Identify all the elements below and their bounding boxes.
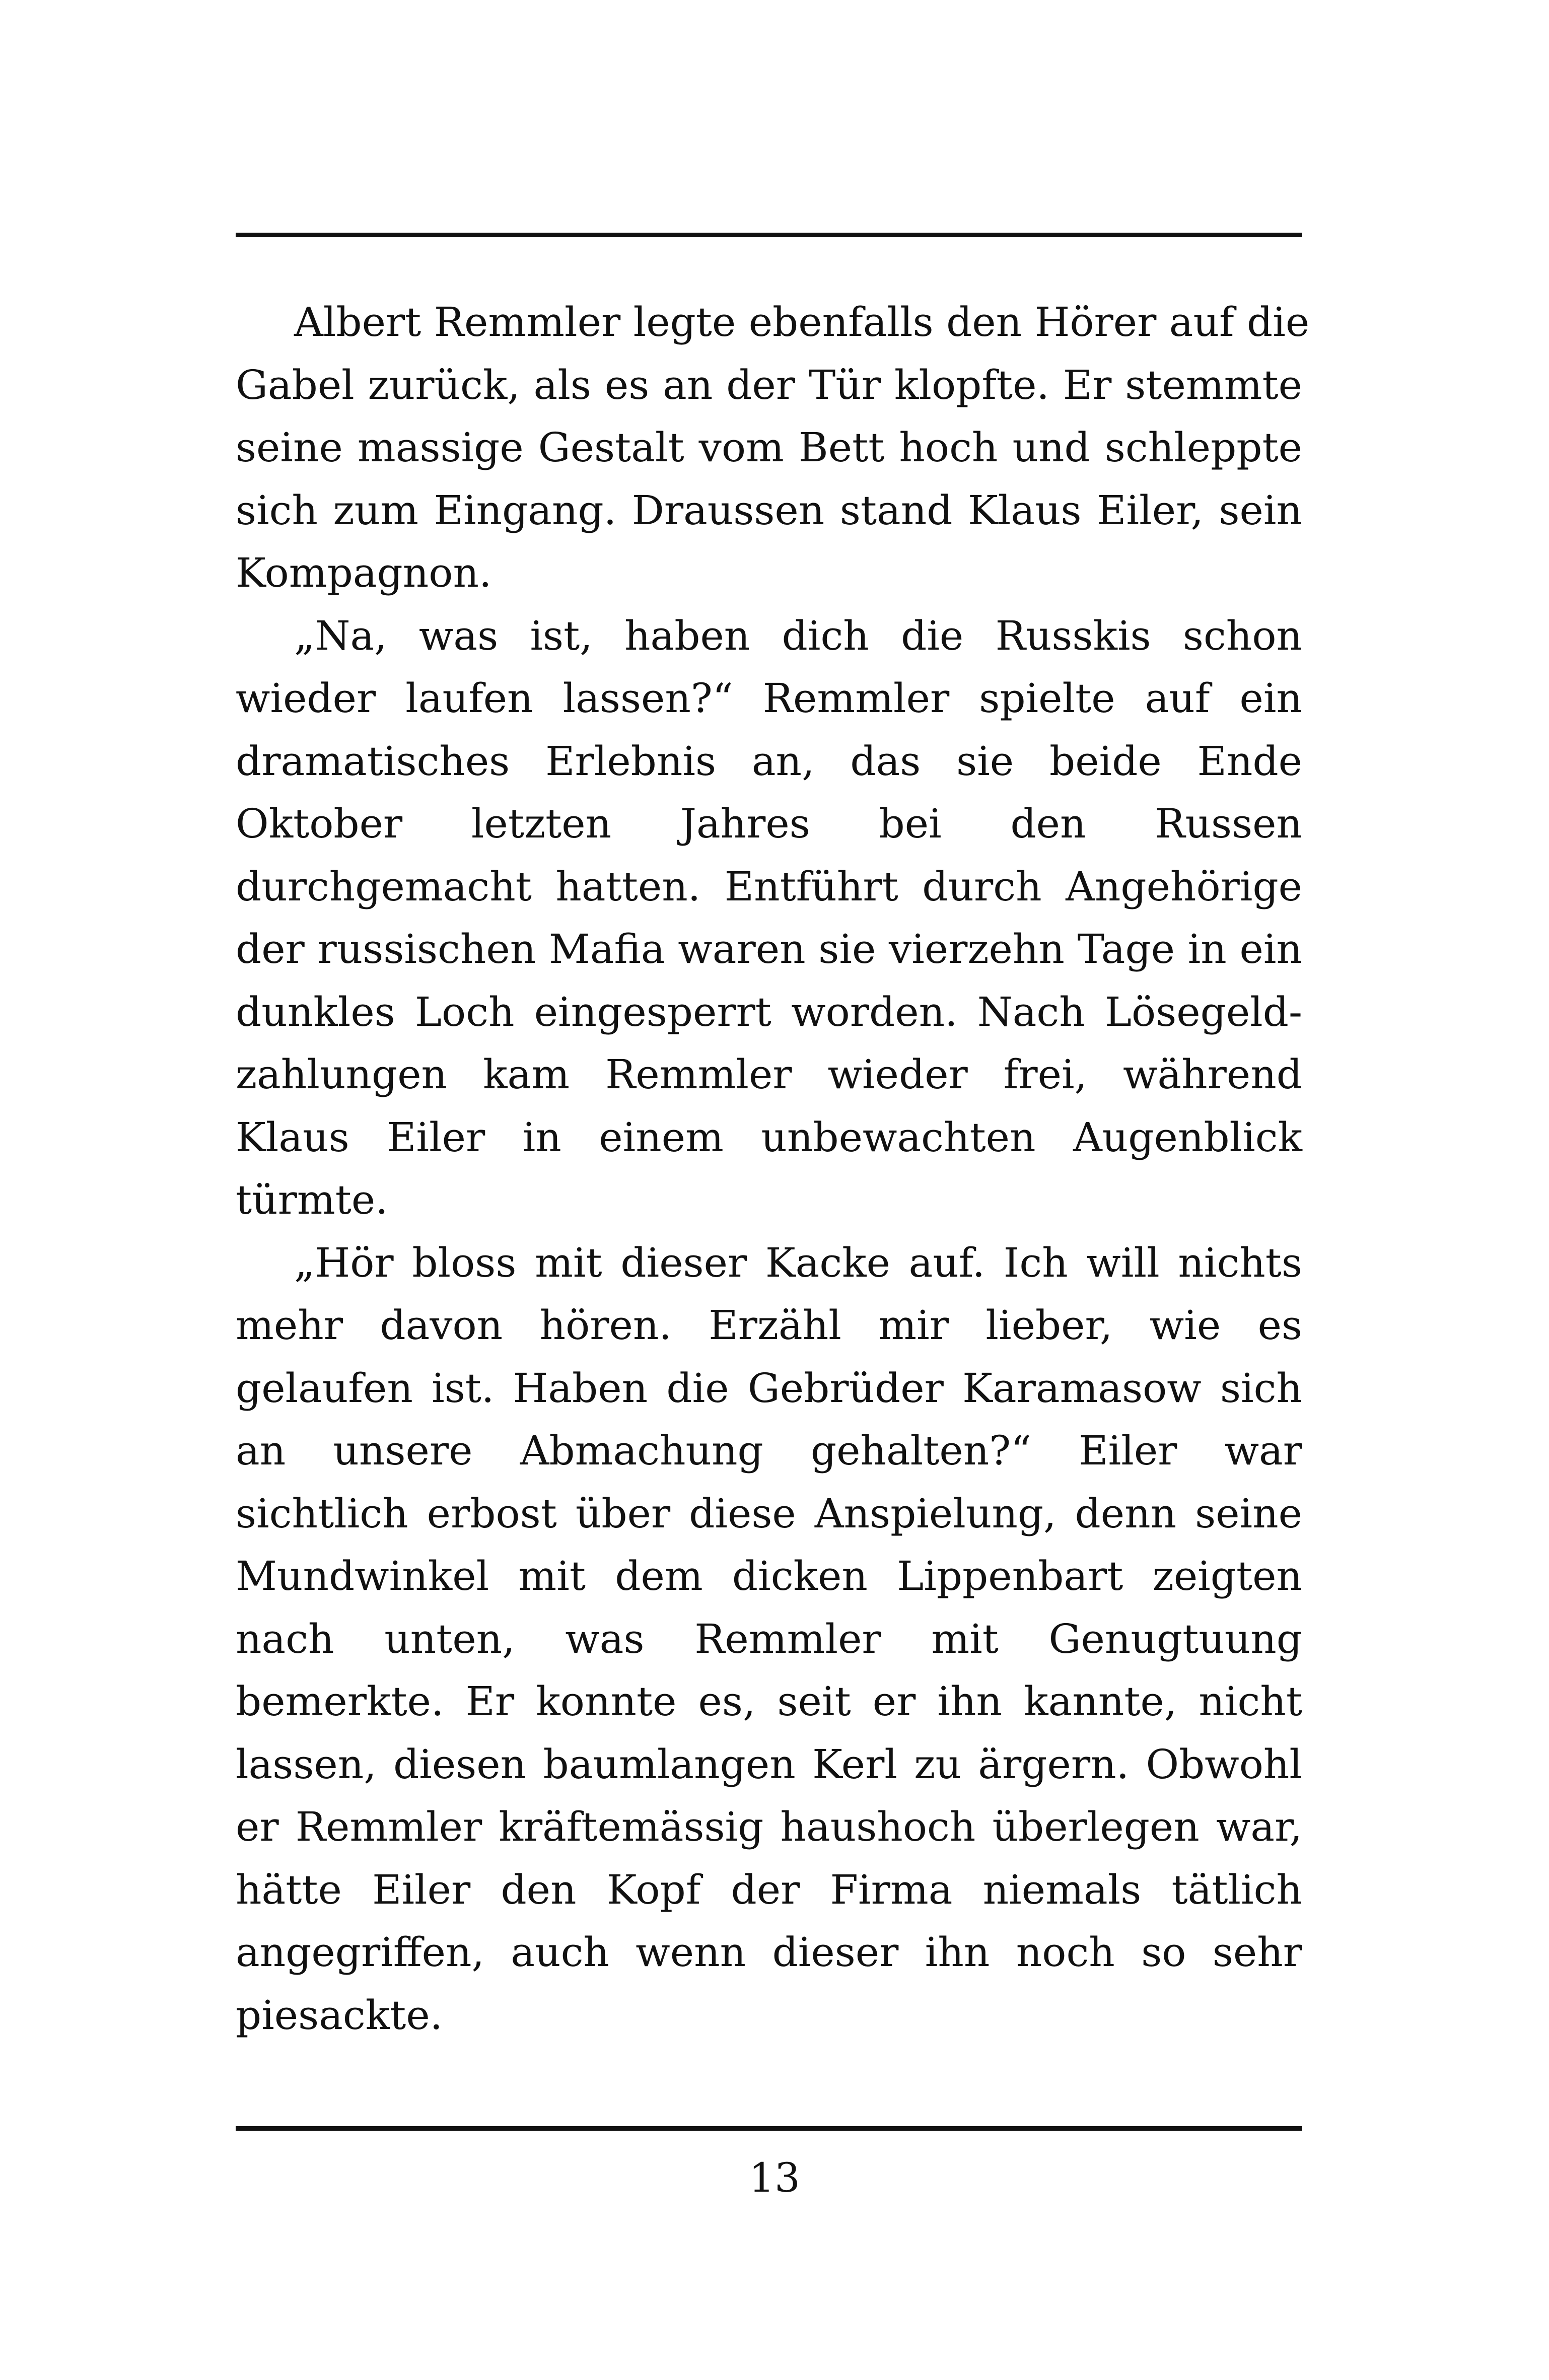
text-line: „Hör bloss mit dieser Kacke auf. Ich will nichts (294, 1239, 1302, 1286)
text-line: gelaufen ist. Haben die Gebrüder Karamasow sich (236, 1364, 1302, 1412)
text-line: der russischen Mafia waren sie vierzehn Tage in ein (236, 926, 1302, 972)
text-line: Kompagnon. (236, 549, 492, 596)
text-line: zahlungen kam Remmler wieder frei, während (236, 1051, 1302, 1098)
text-line: Mundwinkel mit dem dicken Lippenbart zeigten (236, 1553, 1302, 1599)
text-line: türmte. (236, 1176, 388, 1223)
text-line: sich zum Eingang. Draussen stand Klaus Eiler, sein (236, 486, 1302, 534)
text-line: nach unten, was Remmler mit Genugtuung (236, 1615, 1302, 1662)
text-line: wieder laufen lassen?“ Remmler spielte auf ein (236, 675, 1302, 722)
footer-rule (236, 2126, 1302, 2131)
text-line: „Na, was ist, haben dich die Russkis schon (294, 612, 1302, 659)
text-line: durchgemacht hatten. Entführt durch Angehörige (236, 863, 1302, 910)
text-line: angegriffen, auch wenn dieser ihn noch so sehr (236, 1929, 1302, 1976)
text-line: Oktober letzten Jahres bei den Russen (236, 800, 1302, 847)
text-line: sichtlich erbost über diese Anspielung, denn seine (236, 1490, 1302, 1537)
text-line: mehr davon hören. Erzähl mir lieber, wie es (236, 1302, 1302, 1349)
text-line: Gabel zurück, als es an der Tür klopfte. Er stemmte (236, 361, 1302, 408)
body-text (236, 291, 1310, 2047)
text-line: piesackte. (236, 1991, 443, 2039)
text-line: lassen, diesen baumlangen Kerl zu ärgern. Obwohl (236, 1740, 1302, 1788)
header-rule (236, 233, 1302, 237)
text-line: Klaus Eiler in einem unbewachten Augenblick (236, 1113, 1302, 1161)
text-line: er Remmler kräftemässig haushoch überlegen war, (236, 1803, 1302, 1850)
text-line: Albert Remmler legte ebenfalls den Hörer auf die (294, 299, 1310, 345)
text-line: hätte Eiler den Kopf der Firma niemals tätlich (236, 1866, 1302, 1913)
text-line: an unsere Abmachung gehalten?“ Eiler war (236, 1427, 1302, 1474)
text-line: dunkles Loch eingesperrt worden. Nach Lösegeld- (236, 988, 1302, 1035)
text-line: bemerkte. Er konnte es, seit er ihn kannte, nicht (236, 1678, 1302, 1725)
text-line: dramatisches Erlebnis an, das sie beide Ende (236, 737, 1302, 785)
page-number: 13 (749, 2154, 800, 2201)
text-line: seine massige Gestalt vom Bett hoch und schleppte (236, 424, 1302, 471)
